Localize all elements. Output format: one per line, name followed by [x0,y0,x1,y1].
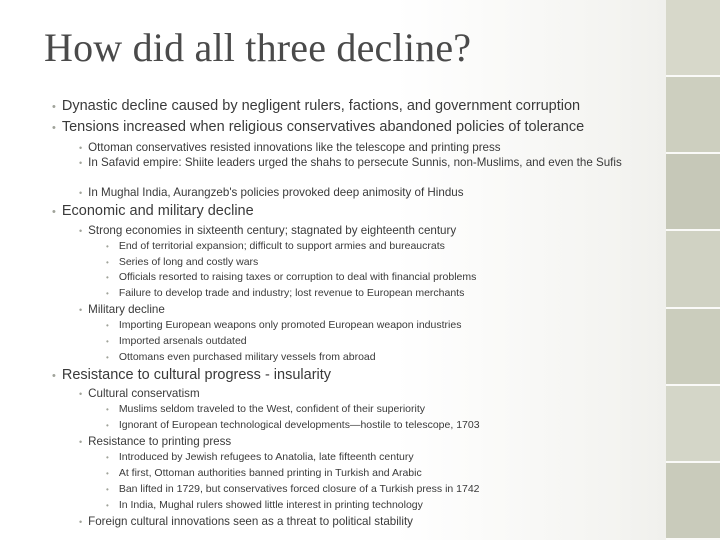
bullet-text: End of territorial expansion; difficult to support armies and bureaucrats [118,240,445,252]
bullet-text: Importing European weapons only promoted European weapon industries [118,319,462,331]
bullet-item [52,203,254,219]
sidebar-block [666,463,720,540]
bullet-item [106,467,422,479]
bullet-marker: • [79,158,83,168]
bullet-text: In Safavid empire: Shiite leaders urged the shahs to persecute Sunnis, non-Muslims, and even the Sufis [88,156,622,169]
sidebar-block [666,0,720,77]
bullet-marker: • [106,242,109,251]
bullet-text: Officials resorted to raising taxes or corruption to deal with financial problems [118,271,477,283]
bullet-item [106,256,258,268]
bullet-item [79,435,231,448]
bullet-item [79,186,464,199]
bullet-text: Failure to develop trade and industry; lost revenue to European merchants [118,287,465,299]
bullet-item [52,119,584,135]
bullet-marker: • [106,485,109,494]
bullet-marker: • [106,405,109,414]
bullet-marker: • [79,437,83,447]
bullet-text: Economic and military decline [61,203,254,219]
bullet-marker: • [79,517,83,527]
bullet-text: In India, Mughal rulers showed little interest in printing technology [118,499,423,511]
bullet-marker: • [52,122,56,134]
bullet-item [52,367,331,383]
bullet-marker: • [106,337,109,346]
bullet-marker: • [79,389,83,399]
slide-title: How did all three decline? [44,25,472,70]
bullet-item [79,141,501,154]
bullet-item [106,271,476,283]
bullet-marker: • [106,289,109,298]
sidebar-block [666,77,720,154]
bullet-marker: • [106,469,109,478]
bullet-text: Dynastic decline caused by negligent rulers, factions, and government corruption [61,98,581,114]
bullet-text: Introduced by Jewish refugees to Anatolia, late fifteenth century [118,451,414,463]
sidebar-block [666,154,720,231]
bullet-marker: • [52,101,56,113]
bullet-marker: • [106,258,109,267]
bullet-text: Resistance to printing press [88,435,232,448]
bullet-marker: • [106,453,109,462]
bullet-marker: • [106,321,109,330]
bullet-marker: • [52,206,56,218]
bullet-item [106,403,425,415]
bullet-marker: • [79,305,83,315]
bullet-text: Strong economies in sixteenth century; stagnated by eighteenth century [88,224,457,237]
bullet-item [79,157,639,169]
bullet-item [106,483,480,495]
bullet-text: Imported arsenals outdated [118,335,247,347]
bullet-marker: • [79,143,83,153]
bullet-item [79,224,456,237]
bullet-text: In Mughal India, Aurangzeb's policies provoked deep animosity of Hindus [88,186,464,199]
bullet-item [106,287,464,299]
bullet-text: Foreign cultural innovations seen as a threat to political stability [88,515,413,528]
bullet-item [106,419,480,431]
bullet-marker: • [106,353,109,362]
bullet-item [106,335,247,347]
bullet-text: Ignorant of European technological developments—hostile to telescope, 1703 [118,419,480,431]
bullet-text: Cultural conservatism [88,387,200,400]
bullet-item [106,240,445,252]
bullet-text: Resistance to cultural progress - insularity [61,367,332,383]
bullet-item [106,499,423,511]
bullet-text: Ottoman conservatives resisted innovations like the telescope and printing press [88,141,501,154]
bullet-marker: • [106,273,109,282]
bullet-text: Series of long and costly wars [118,256,259,268]
bullet-item [106,319,461,331]
decorative-sidebar [666,0,720,540]
bullet-text: Muslims seldom traveled to the West, confident of their superiority [118,403,425,415]
bullet-text: Military decline [88,303,165,316]
bullet-item [79,515,413,528]
bullet-text: Tensions increased when religious conservatives abandoned policies of tolerance [61,119,585,135]
bullet-marker: • [79,188,83,198]
bullet-marker: • [106,421,109,430]
bullet-item [79,387,200,400]
bullet-item [52,98,580,114]
bullet-text: Ottomans even purchased military vessels from abroad [118,351,376,363]
bullet-marker: • [106,501,109,510]
sidebar-block [666,386,720,463]
sidebar-block [666,309,720,386]
bullet-marker: • [79,226,83,236]
bullet-item [106,351,376,363]
bullet-marker: • [52,370,56,382]
sidebar-block [666,231,720,308]
bullet-text: At first, Ottoman authorities banned printing in Turkish and Arabic [118,467,422,479]
bullet-item [106,451,414,463]
bullet-text: Ban lifted in 1729, but conservatives forced closure of a Turkish press in 1742 [118,483,480,495]
bullet-item [79,303,165,316]
